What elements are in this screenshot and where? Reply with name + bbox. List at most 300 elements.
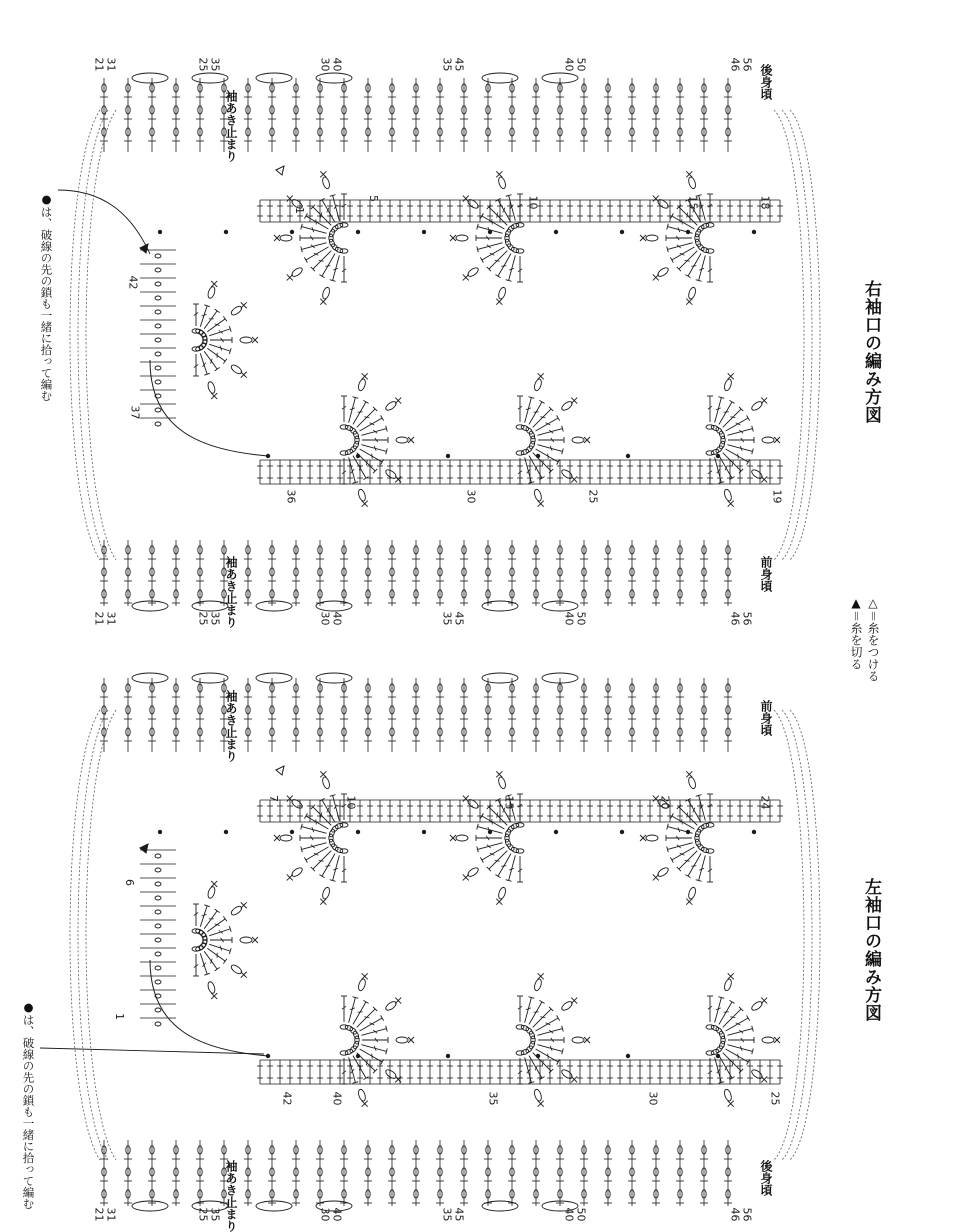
double-crochet-stitch [536, 415, 560, 431]
double-crochet-stitch [517, 458, 523, 484]
slip-stitch-dot [356, 830, 360, 834]
double-crochet-stitch [362, 437, 388, 443]
slip-stitch-dot [554, 830, 558, 834]
chain-loop [334, 822, 343, 829]
double-crochet-stitch [341, 458, 347, 484]
single-crochet-mark [496, 171, 502, 177]
chain-diamond [256, 73, 292, 83]
picot-loop [750, 1000, 763, 1012]
double-crochet-stitch [304, 247, 328, 263]
double-crochet-stitch [525, 397, 535, 423]
chain-loop [155, 1008, 161, 1012]
chain-diamond [132, 673, 168, 683]
single-crochet-mark [496, 771, 502, 777]
join-yarn-triangle [276, 766, 284, 775]
picot-loop [687, 776, 696, 789]
double-crochet-stitch [193, 354, 199, 376]
note-dashed-pickup-right: ●は、破線の先の鎖も一緒に拾って編む [40, 192, 52, 402]
chain-loop [155, 408, 161, 412]
picot-loop [207, 886, 216, 899]
slip-stitch-dot [158, 830, 162, 834]
single-crochet-mark [320, 299, 326, 305]
double-crochet-stitch [533, 407, 554, 428]
double-crochet-stitch [685, 854, 701, 878]
single-crochet-mark [395, 998, 401, 1004]
double-crochet-stitch [715, 1057, 725, 1083]
single-crochet-mark [450, 235, 456, 241]
picot-loop [230, 963, 243, 975]
cut-yarn-triangle [140, 244, 148, 253]
chain-loop [510, 222, 519, 229]
num-left-bottom-21: 21 [93, 1208, 106, 1222]
double-crochet-stitch [495, 854, 511, 878]
thread-line [150, 360, 268, 456]
label-sleeve-end-right-top: 袖あき止まり [225, 90, 237, 162]
label-sleeve-end-right-bottom: 袖あき止まり [225, 556, 237, 628]
picot-loop [466, 866, 479, 878]
single-crochet-mark [274, 235, 280, 241]
num-right-top-45: 45 [453, 58, 466, 72]
shell-fan-upper [640, 771, 714, 904]
picot-loop [762, 437, 774, 443]
slip-stitch-dot [620, 830, 624, 834]
double-crochet-stitch [477, 243, 503, 253]
double-crochet-stitch [341, 996, 347, 1022]
body-block-lower [100, 1140, 732, 1206]
single-crochet-mark [362, 373, 368, 379]
double-crochet-stitch [728, 1037, 754, 1043]
double-crochet-stitch [361, 1026, 387, 1036]
double-crochet-stitch [353, 400, 369, 424]
chain-loop [344, 448, 353, 455]
chain-loop [340, 1051, 348, 1055]
chain-loop [520, 424, 529, 431]
chain-loop [155, 966, 161, 970]
body-block-back [100, 78, 732, 152]
single-crochet-mark [653, 274, 659, 280]
chain-loop [344, 424, 353, 431]
picot-loop [321, 776, 330, 789]
num-right-row-18: 18 [759, 196, 772, 210]
single-crochet-mark [761, 998, 767, 1004]
chain-loop [155, 910, 161, 914]
slip-stitch-dot [686, 230, 690, 234]
num-left-bottom-31: 31 [105, 1208, 118, 1222]
chain-loop [155, 352, 161, 356]
num-left-bottom-40: 40 [331, 1208, 344, 1222]
slip-stitch-dot [224, 230, 228, 234]
num-right-side-37: 37 [129, 406, 142, 420]
num-right-bottom-46: 46 [729, 612, 742, 626]
chain-loop [155, 854, 161, 858]
picot-loop [656, 266, 669, 278]
double-crochet-stitch [707, 396, 713, 422]
body-block-front [100, 540, 732, 606]
num-right-bottom-21: 21 [93, 612, 106, 626]
slip-stitch-dot [356, 454, 360, 458]
double-crochet-stitch [319, 854, 335, 878]
double-crochet-stitch [362, 1037, 388, 1043]
chain-loop [706, 1051, 714, 1055]
chain-loop [700, 846, 709, 853]
double-crochet-stitch [666, 835, 692, 841]
picot-loop [280, 835, 292, 841]
right-cuff-title: 右袖口の編み方図 [862, 280, 879, 424]
chain-loop [155, 324, 161, 328]
shell-fan-lower [516, 973, 590, 1106]
chain-loop [510, 846, 519, 853]
picot-loop [533, 978, 542, 991]
picot-loop [723, 378, 732, 391]
slip-stitch-dot [716, 1054, 720, 1058]
num-left-bottom-45: 45 [453, 1208, 466, 1222]
double-crochet-stitch [204, 909, 219, 929]
num-left-row-15: 15 [503, 796, 516, 810]
shell-fan-upper [274, 171, 348, 304]
picot-loop [572, 437, 584, 443]
chain-loop [352, 1030, 359, 1039]
single-crochet-mark [287, 874, 293, 880]
single-crochet-mark [640, 235, 646, 241]
double-crochet-stitch [319, 798, 335, 822]
chain-loop [155, 896, 161, 900]
num-right-top-35b: 35 [209, 58, 222, 72]
slip-stitch-dot [752, 830, 756, 834]
picot-loop [497, 776, 506, 789]
chain-loop [504, 828, 511, 837]
double-crochet-stitch [517, 856, 523, 882]
chain-diamond [482, 673, 518, 683]
single-crochet-mark [362, 1101, 368, 1107]
legend-cut-yarn: ▲＝糸を切る [850, 596, 862, 670]
num-right-side-42: 42 [127, 276, 140, 290]
double-crochet-stitch [330, 195, 340, 221]
chain-loop [155, 938, 161, 942]
num-right-bottom-50: 50 [575, 612, 588, 626]
num-left-bottom-35: 35 [209, 1208, 222, 1222]
picot-loop [646, 835, 658, 841]
double-crochet-stitch [311, 851, 332, 872]
num-left-row-7: 7 [267, 795, 280, 802]
legend-join-yarn: △＝糸をつける [867, 596, 879, 682]
single-crochet-mark [496, 899, 502, 905]
picot-loop [321, 176, 330, 189]
picot-loop [357, 378, 366, 391]
chain-loop [516, 451, 524, 455]
chain-loop [528, 1030, 535, 1039]
picot-loop [560, 1000, 573, 1012]
slip-stitch-dot [422, 230, 426, 234]
dashed-guide [86, 710, 116, 1160]
chain-loop [155, 868, 161, 872]
double-crochet-stitch [525, 997, 535, 1023]
num-right-row-15: 15 [687, 196, 700, 210]
label-front-body-right: 前身頃 [760, 556, 772, 592]
slip-stitch-dot [446, 1054, 450, 1058]
double-crochet-stitch [696, 255, 706, 281]
num-right-top-46: 46 [729, 58, 742, 72]
single-crochet-mark [408, 1037, 414, 1043]
slip-stitch-dot [488, 230, 492, 234]
chain-loop [155, 924, 161, 928]
double-crochet-stitch [319, 198, 335, 222]
thread-line [150, 960, 268, 1056]
shell-fan-upper [450, 771, 524, 904]
picot-loop [456, 835, 468, 841]
chain-loop [155, 1022, 161, 1026]
chain-loop [155, 882, 161, 886]
double-crochet-stitch [304, 847, 328, 863]
chain-diamond [482, 601, 518, 611]
slip-stitch-dot [266, 1054, 270, 1058]
shell-fan-upper [640, 171, 714, 304]
picot-loop [384, 400, 397, 412]
picot-loop [280, 235, 292, 241]
slip-stitch-dot [356, 1054, 360, 1058]
single-crochet-mark [538, 973, 544, 979]
num-right-bottom-35a: 35 [441, 612, 454, 626]
label-sleeve-end-left-bottom: 袖あき止まり [225, 1160, 237, 1232]
double-crochet-stitch [301, 243, 327, 253]
num-right-bottom-30: 30 [319, 612, 332, 626]
single-crochet-mark [584, 437, 590, 443]
single-crochet-mark [571, 476, 577, 482]
num-right-bottom-35b: 35 [209, 612, 222, 626]
double-crochet-stitch [341, 256, 347, 282]
single-crochet-mark [686, 899, 692, 905]
chain-loop [155, 422, 161, 426]
chain-diamond [316, 601, 352, 611]
num-left-bottom-35b: 35 [441, 1208, 454, 1222]
picot-loop [357, 489, 366, 502]
num-left-row-20: 20 [659, 796, 672, 810]
body-block-upper [100, 678, 732, 752]
join-yarn-triangle [276, 166, 284, 175]
picot-loop [466, 266, 479, 278]
chain-loop [718, 440, 725, 449]
double-crochet-stitch [726, 449, 750, 465]
picot-loop [497, 287, 506, 300]
picot-loop [533, 1089, 542, 1102]
single-crochet-mark [571, 1076, 577, 1082]
chain-loop [344, 1024, 353, 1031]
double-crochet-stitch [353, 1056, 369, 1080]
double-crochet-stitch [537, 445, 563, 455]
dashed-guides [70, 110, 820, 560]
single-crochet-mark [571, 998, 577, 1004]
left-cuff-title: 左袖口の編み方図 [862, 878, 879, 1022]
chain-loop [504, 838, 511, 847]
chain-loop [155, 952, 161, 956]
picot-loop [560, 400, 573, 412]
chain-loop [155, 338, 161, 342]
double-crochet-stitch [707, 256, 713, 282]
single-crochet-mark [362, 973, 368, 979]
single-crochet-mark [774, 1037, 780, 1043]
num-left-bottom-50: 50 [575, 1208, 588, 1222]
single-crochet-mark [774, 437, 780, 443]
picot-loop [687, 176, 696, 189]
double-crochet-stitch [204, 309, 219, 329]
single-crochet-mark [686, 171, 692, 177]
chain-diamond [256, 1201, 292, 1211]
double-crochet-stitch [357, 407, 378, 428]
double-crochet-stitch [529, 456, 545, 480]
double-crochet-stitch [727, 1045, 753, 1055]
chain-loop [155, 268, 161, 272]
picot-loop [290, 266, 303, 278]
slip-stitch-dot [752, 230, 756, 234]
chain-loop [155, 380, 161, 384]
double-crochet-stitch [330, 795, 340, 821]
label-sleeve-end-left-top: 袖あき止まり [225, 690, 237, 762]
num-left-base-25: 25 [769, 1092, 782, 1106]
single-crochet-mark [241, 972, 247, 978]
chain-loop [700, 222, 709, 229]
double-crochet-stitch [537, 1045, 563, 1055]
single-crochet-mark [408, 437, 414, 443]
slip-stitch-dot [422, 830, 426, 834]
double-crochet-stitch [353, 456, 369, 480]
right-cuff-diagram [58, 73, 820, 611]
dashed-guide [78, 710, 108, 1160]
chain-loop [718, 430, 725, 439]
chain-diamond [316, 73, 352, 83]
picot-loop [396, 1037, 408, 1043]
single-crochet-mark [320, 899, 326, 905]
chain-loop [710, 1024, 719, 1031]
picot-loop [687, 887, 696, 900]
double-crochet-stitch [538, 1037, 564, 1043]
chain-loop [510, 822, 519, 829]
picot-loop [533, 378, 542, 391]
num-right-top-30: 30 [319, 58, 332, 72]
picot-loop [357, 978, 366, 991]
single-crochet-mark [241, 372, 247, 378]
picot-loop [497, 887, 506, 900]
single-crochet-mark [211, 881, 217, 887]
note-pointer-line [58, 190, 150, 254]
single-crochet-mark [241, 902, 247, 908]
chain-loop [352, 1040, 359, 1049]
single-crochet-mark [653, 196, 659, 202]
label-back-body-left: 後身頃 [760, 1160, 772, 1196]
double-crochet-stitch [361, 445, 387, 455]
double-crochet-stitch [726, 1049, 750, 1065]
single-crochet-mark [211, 393, 217, 399]
single-crochet-mark [686, 771, 692, 777]
single-crochet-mark [320, 771, 326, 777]
shell-fan-upper [274, 771, 348, 904]
double-crochet-stitch [360, 1015, 384, 1031]
single-crochet-mark [653, 874, 659, 880]
slip-stitch-dot [536, 1054, 540, 1058]
num-right-bottom-45: 45 [453, 612, 466, 626]
picot-loop [230, 363, 243, 375]
double-crochet-stitch [330, 255, 340, 281]
single-crochet-mark [728, 501, 734, 507]
shell-fan-side [192, 881, 258, 999]
picot-loop [750, 400, 763, 412]
chain-loop [520, 448, 529, 455]
chain-loop [334, 846, 343, 853]
chain-loop [155, 366, 161, 370]
double-crochet-stitch [670, 847, 694, 863]
picot-loop [240, 337, 252, 343]
double-crochet-stitch [330, 855, 340, 881]
picot-loop [240, 937, 252, 943]
double-crochet-stitch [677, 851, 698, 872]
double-crochet-stitch [707, 856, 713, 882]
picot-loop [497, 176, 506, 189]
double-crochet-stitch [677, 251, 698, 272]
double-crochet-stitch [538, 437, 564, 443]
double-crochet-stitch [525, 457, 535, 483]
double-crochet-stitch [487, 251, 508, 272]
num-left-side-1: 1 [113, 1013, 126, 1020]
single-crochet-mark [241, 302, 247, 308]
double-crochet-stitch [300, 235, 326, 241]
double-crochet-stitch [349, 397, 359, 423]
single-crochet-mark [686, 299, 692, 305]
num-left-base-42: 42 [281, 1092, 294, 1106]
chain-loop [155, 254, 161, 258]
chain-diamond [192, 73, 228, 83]
double-crochet-stitch [480, 247, 504, 263]
chain-loop [155, 296, 161, 300]
chain-loop [694, 828, 701, 837]
chain-loop [155, 980, 161, 984]
slip-stitch-dot [716, 454, 720, 458]
slip-stitch-dot [626, 454, 630, 458]
num-left-bottom-40b: 40 [563, 1208, 576, 1222]
chain-loop [328, 838, 335, 847]
shell-fan-side [192, 281, 258, 399]
double-crochet-stitch [667, 243, 693, 253]
double-crochet-stitch [726, 1015, 750, 1031]
chain-loop [334, 246, 343, 253]
double-crochet-stitch [529, 1056, 545, 1080]
chain-loop [706, 223, 714, 227]
slip-stitch-dot [536, 454, 540, 458]
double-crochet-stitch [301, 843, 327, 853]
picot-loop [656, 866, 669, 878]
chain-loop [528, 440, 535, 449]
slip-stitch-dot [266, 454, 270, 458]
double-crochet-stitch [311, 251, 332, 272]
picot-loop [384, 1000, 397, 1012]
double-crochet-stitch [726, 415, 750, 431]
num-right-base-30: 30 [465, 490, 478, 504]
chain-loop [694, 238, 701, 247]
dashed-guide [782, 110, 812, 560]
num-right-top-56: 56 [741, 58, 754, 72]
picot-loop [646, 235, 658, 241]
dashed-guide [70, 110, 100, 560]
chain-loop [328, 238, 335, 247]
chain-diamond [482, 1201, 518, 1211]
single-crochet-mark [211, 993, 217, 999]
num-right-top-21: 21 [93, 58, 106, 72]
double-crochet-stitch [715, 457, 725, 483]
picot-loop [723, 1089, 732, 1102]
double-crochet-stitch [533, 1007, 554, 1028]
single-crochet-mark [463, 796, 469, 802]
double-crochet-stitch [506, 255, 516, 281]
num-right-base-36: 36 [285, 490, 298, 504]
chain-loop [710, 424, 719, 431]
num-right-top-40b: 40 [331, 58, 344, 72]
